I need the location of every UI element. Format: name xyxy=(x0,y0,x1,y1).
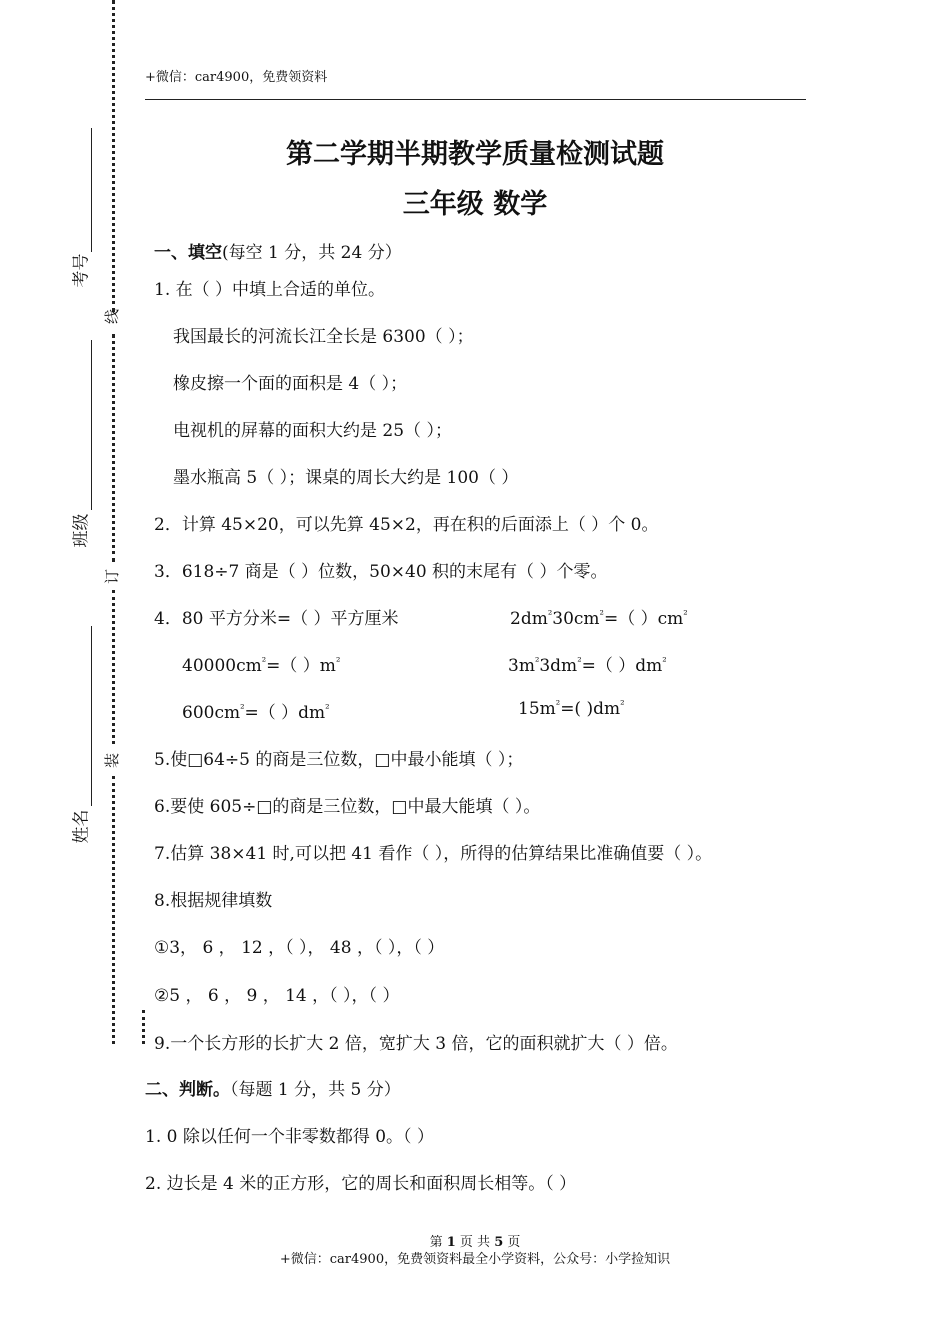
q4c-sq-4: ² xyxy=(620,698,625,711)
q4a-right-mid: 30cm xyxy=(552,609,600,629)
q4c-sq-2: ² xyxy=(325,702,330,715)
binding-dots-marker xyxy=(142,1010,145,1044)
q4b-sq-1: ² xyxy=(261,655,267,668)
question-4b-left xyxy=(182,651,340,676)
question-1a: 我国最长的河流长江全长是 6300（ ）； xyxy=(173,327,474,347)
q4c-right-post: =( )dm xyxy=(560,699,621,719)
q4b-sq-3: ² xyxy=(534,655,540,668)
footer-note: +微信：car4900，免费领资料最全小学资料，公众号：小学捡知识 xyxy=(279,1252,671,1267)
q4c-sq-3: ² xyxy=(555,698,561,711)
section2-heading-text: 二、判断。 xyxy=(145,1080,230,1100)
question-5: 5.使□64÷5 的商是三位数，□中最小能填（ ）； xyxy=(154,750,524,770)
q4a-sq-3: ² xyxy=(683,608,688,621)
name-underline xyxy=(91,626,92,806)
question-2: 2．计算 45×20，可以先算 45×2，再在积的后面添上（ ）个 0。 xyxy=(154,515,659,535)
name-label: 姓名 xyxy=(71,809,92,844)
q4b-right-pre: 3m xyxy=(508,656,535,676)
section2-heading xyxy=(145,1075,401,1100)
judge-question-1: 1. 0 除以任何一个非零数都得 0。（ ） xyxy=(145,1127,434,1147)
q4b-right-mid: 3dm xyxy=(539,656,578,676)
binding-dotted-line-lower xyxy=(112,590,115,744)
section2-note: （每题 1 分，共 5 分） xyxy=(230,1080,401,1100)
q4b-sq-2: ² xyxy=(335,655,341,668)
header-note: +微信：car4900，免费领资料 xyxy=(145,70,328,85)
question-4b-right xyxy=(508,651,667,676)
section1-heading xyxy=(154,238,402,263)
question-1: 1. 在（ ）中填上合适的单位。 xyxy=(154,280,386,300)
binding-dotted-line-bottom xyxy=(112,776,115,1044)
class-underline xyxy=(91,340,92,510)
question-8a: ①3， 6 ， 12 ，（ ）， 48 ，（ ），（ ） xyxy=(154,938,445,958)
binding-dotted-line-middle xyxy=(112,334,115,562)
q4c-left-post: =（ ）dm xyxy=(244,703,326,723)
header-rule xyxy=(145,99,806,100)
section1-heading-text: 一、填空 xyxy=(154,243,222,263)
q4c-sq-1: ² xyxy=(240,702,245,715)
q4b-left-post: =（ ）m xyxy=(266,656,336,676)
q4c-left-pre: 600cm xyxy=(182,703,241,723)
q4b-sq-4: ² xyxy=(577,655,582,668)
question-1c: 电视机的屏幕的面积大约是 25（ ）； xyxy=(173,421,452,441)
question-7: 7.估算 38×41 时,可以把 41 看作（ ），所得的估算结果比准确值要（ ）。 xyxy=(154,844,713,864)
question-9: 9.一个长方形的长扩大 2 倍，宽扩大 3 倍，它的面积就扩大（ ）倍。 xyxy=(154,1034,678,1054)
judge-question-2: 2. 边长是 4 米的正方形，它的周长和面积周长相等。（ ） xyxy=(145,1174,577,1194)
section1-note: (每空 1 分，共 24 分） xyxy=(222,243,402,263)
page-number-mid: 页 共 xyxy=(455,1235,495,1250)
q4a-right-pre: 2dm xyxy=(510,609,548,629)
page-number-total: 5 xyxy=(494,1235,504,1250)
q4c-right-pre: 15m xyxy=(518,699,556,719)
q4b-sq-5: ² xyxy=(662,655,667,668)
page-number-post: 页 xyxy=(503,1235,521,1250)
page-title: 第二学期半期教学质量检测试题 xyxy=(286,139,664,170)
question-3: 3．618÷7 商是（ ）位数，50×40 积的末尾有（ ）个零。 xyxy=(154,562,608,582)
exam-no-label: 考号 xyxy=(71,253,92,288)
binding-mark-ding: 订 xyxy=(103,568,122,585)
page-number-current: 1 xyxy=(446,1235,456,1250)
question-1b: 橡皮擦一个面的面积是 4（ ）； xyxy=(173,374,408,394)
class-label: 班级 xyxy=(71,513,92,548)
question-8: 8.根据规律填数 xyxy=(154,891,273,911)
binding-mark-xian: 线 xyxy=(103,308,122,325)
q4a-sq-2: ² xyxy=(599,608,604,621)
page-subtitle: 三年级 数学 xyxy=(402,189,548,220)
question-1d: 墨水瓶高 5（ ）；课桌的周长大约是 100（ ） xyxy=(173,468,519,488)
question-4c-right xyxy=(518,698,625,719)
question-4c-left xyxy=(182,698,330,723)
question-8b: ②5 ， 6 ， 9 ， 14 ，（ ），（ ） xyxy=(154,986,400,1006)
q4a-sq-1: ² xyxy=(547,608,553,621)
q4a-right-post: =（ ）cm xyxy=(603,609,684,629)
q4b-left-pre: 40000cm xyxy=(182,656,262,676)
q4b-right-post: =（ ）dm xyxy=(581,656,663,676)
page-number-pre: 第 xyxy=(429,1235,447,1250)
question-4a-left: 4．80 平方分米=（ ）平方厘米 xyxy=(154,609,399,629)
binding-mark-zhuang: 装 xyxy=(103,752,122,769)
question-6: 6.要使 605÷□的商是三位数，□中最大能填（ ）。 xyxy=(154,797,541,817)
question-4a-right xyxy=(510,604,688,629)
